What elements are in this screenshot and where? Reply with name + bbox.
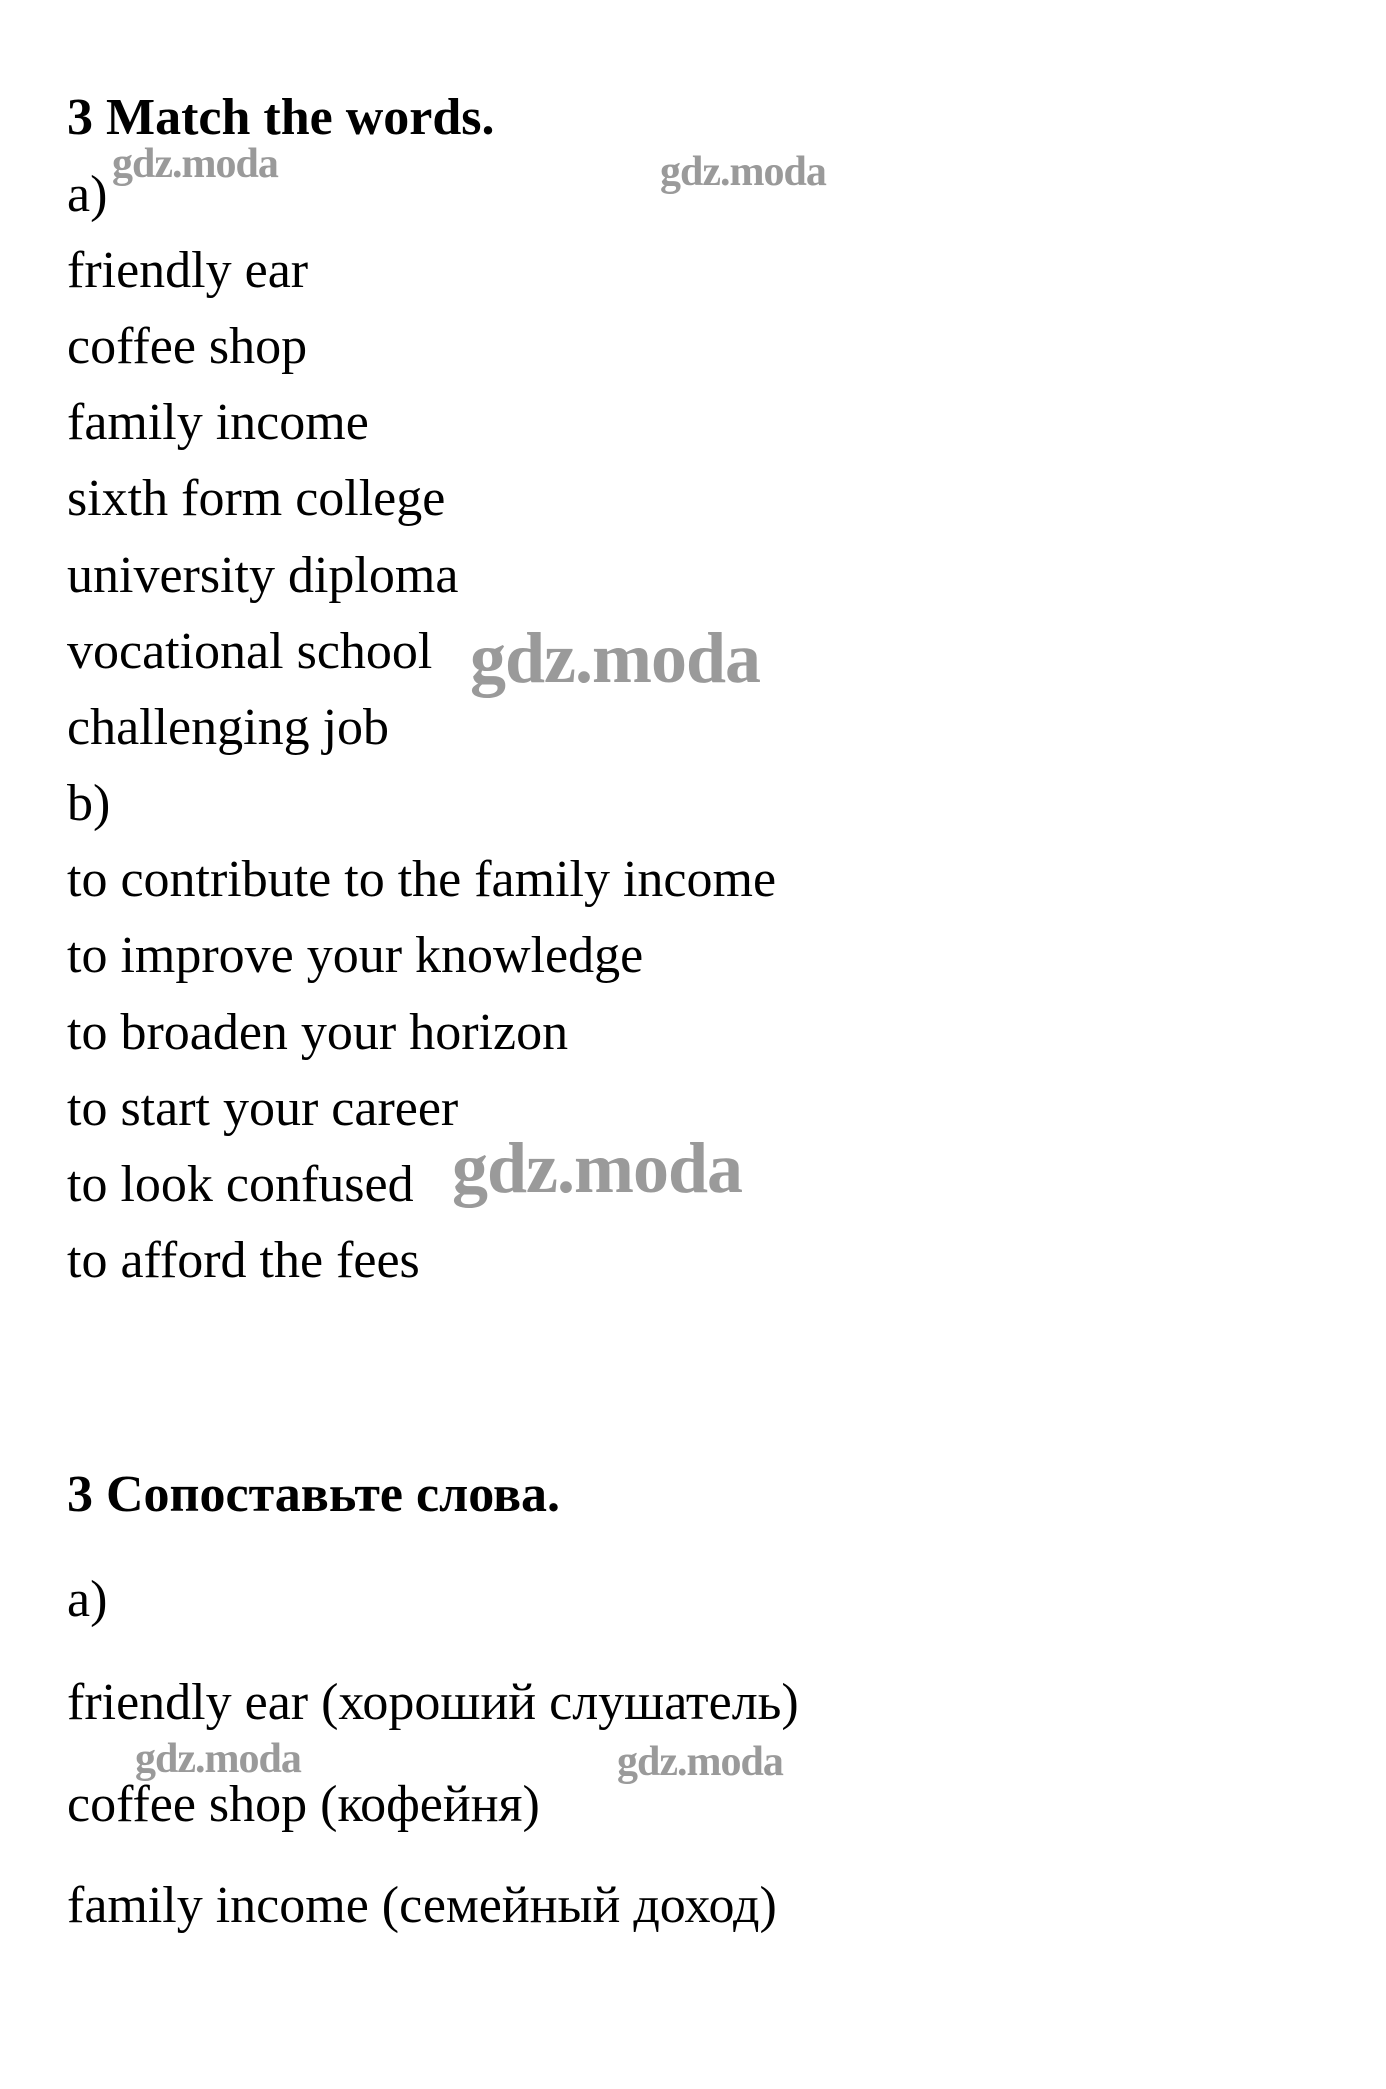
watermark: gdz.moda [617, 1739, 783, 1785]
list-item: challenging job [67, 699, 390, 756]
section-title-ru: 3 Сопоставьте слова. [67, 1466, 561, 1523]
list-item: university diploma [67, 547, 459, 604]
part-a-label-ru: a) [67, 1571, 108, 1628]
watermark: gdz.moda [112, 141, 278, 187]
list-item: to contribute to the family income [67, 851, 777, 908]
list-item: to broaden your horizon [67, 1004, 569, 1061]
part-a-label-en: a) [67, 166, 108, 223]
watermark: gdz.moda [470, 618, 761, 698]
watermark: gdz.moda [135, 1736, 301, 1782]
part-b-label-en: b) [67, 775, 111, 832]
list-item: sixth form college [67, 470, 446, 527]
list-item: to start your career [67, 1080, 459, 1137]
watermark: gdz.moda [452, 1128, 743, 1208]
list-item: family income (семейный доход) [67, 1877, 777, 1934]
list-item: to improve your knowledge [67, 927, 644, 984]
list-item: coffee shop [67, 318, 308, 375]
list-item: coffee shop (кофейня) [67, 1776, 540, 1833]
section-title-en: 3 Match the words. [67, 89, 495, 146]
list-item: friendly ear [67, 242, 309, 299]
list-item: vocational school [67, 623, 433, 680]
list-item: to afford the fees [67, 1232, 420, 1289]
list-item: to look confused [67, 1156, 414, 1213]
list-item: friendly ear (хороший слушатель) [67, 1674, 799, 1731]
list-item: family income [67, 394, 369, 451]
watermark: gdz.moda [660, 149, 826, 195]
